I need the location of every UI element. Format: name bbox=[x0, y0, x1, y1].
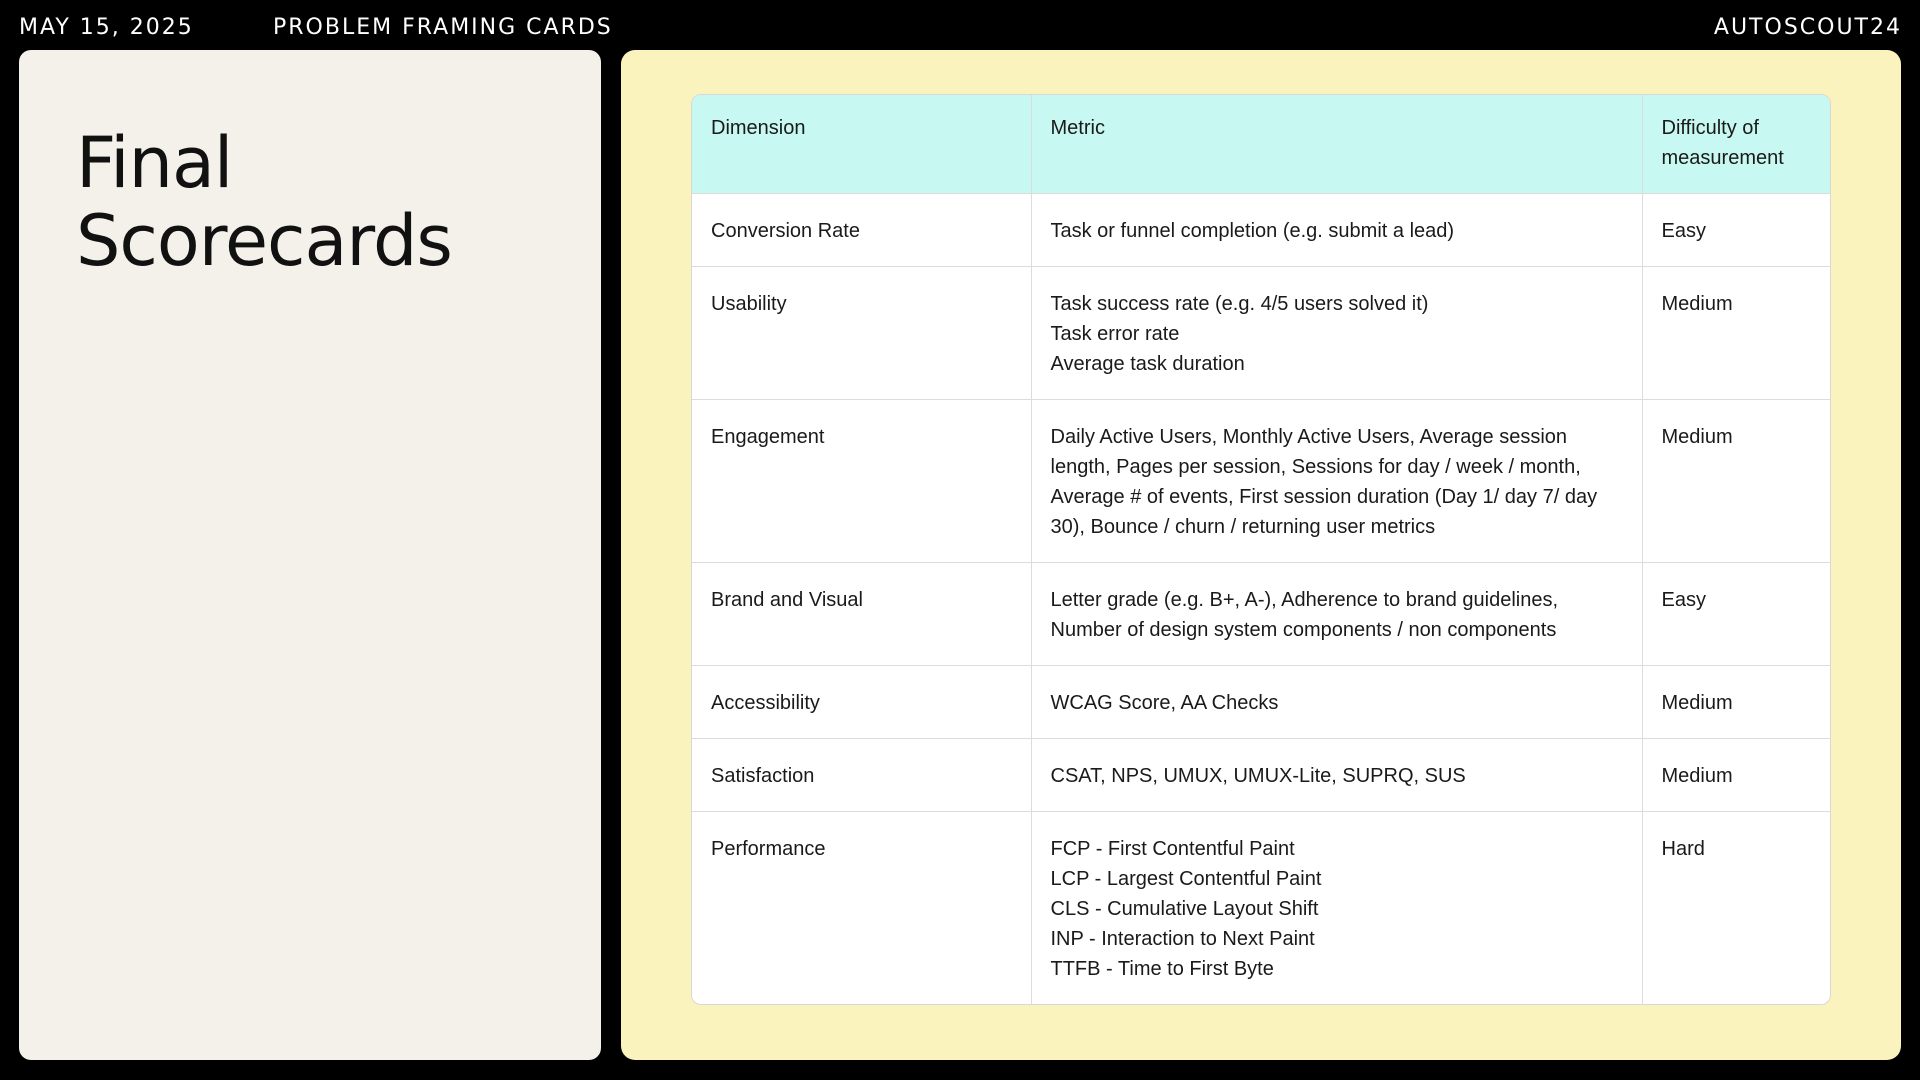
difficulty-cell: Medium bbox=[1642, 666, 1830, 739]
metric-line: LCP - Largest Contentful Paint bbox=[1050, 868, 1322, 890]
table-row bbox=[692, 194, 1830, 267]
dimension-cell: Usability bbox=[692, 267, 1031, 400]
table-header-row bbox=[692, 95, 1830, 194]
page-title bbox=[76, 124, 452, 280]
column-header-dimension: Dimension bbox=[692, 95, 1031, 194]
title-card bbox=[19, 50, 601, 1060]
metric-line: WCAG Score, AA Checks bbox=[1050, 692, 1279, 714]
metric-cell bbox=[1031, 267, 1642, 400]
metric-line: CLS - Cumulative Layout Shift bbox=[1050, 898, 1319, 920]
table-card bbox=[621, 50, 1901, 1060]
dimension-cell: Conversion Rate bbox=[692, 194, 1031, 267]
header-brand: AUTOSCOUT24 bbox=[1713, 15, 1902, 40]
metric-cell bbox=[1031, 400, 1642, 563]
top-bar bbox=[0, 0, 1920, 50]
metric-line: TTFB - Time to First Byte bbox=[1050, 958, 1274, 980]
difficulty-cell: Hard bbox=[1661, 838, 1705, 860]
scorecard-table bbox=[692, 95, 1830, 1004]
dimension-cell: Satisfaction bbox=[692, 739, 1031, 812]
difficulty-cell: Medium bbox=[1642, 400, 1830, 563]
column-header-difficulty: Difficulty of measurement bbox=[1642, 95, 1830, 194]
difficulty-cell: Medium bbox=[1642, 267, 1830, 400]
dimension-cell: Engagement bbox=[692, 400, 1031, 563]
dimension-cell: Performance bbox=[692, 812, 1031, 1005]
scorecard-table-container bbox=[691, 94, 1831, 1005]
metric-cell bbox=[1031, 563, 1642, 666]
table-row bbox=[692, 400, 1830, 563]
page-title-line-2: Scorecards bbox=[76, 200, 452, 282]
metric-cell bbox=[1031, 812, 1642, 1005]
metric-line: FCP - First Contentful Paint bbox=[1050, 838, 1295, 860]
table-row bbox=[692, 739, 1830, 812]
table-row bbox=[692, 267, 1830, 400]
metric-line: Task success rate (e.g. 4/5 users solved it) bbox=[1050, 293, 1429, 315]
column-header-metric: Metric bbox=[1031, 95, 1642, 194]
page-title-line-1: Final bbox=[76, 122, 233, 204]
difficulty-cell: Easy bbox=[1642, 563, 1830, 666]
dimension-cell: Accessibility bbox=[692, 666, 1031, 739]
difficulty-cell: Medium bbox=[1642, 739, 1830, 812]
table-row bbox=[692, 563, 1830, 666]
metric-line: CSAT, NPS, UMUX, UMUX-Lite, SUPRQ, SUS bbox=[1050, 765, 1466, 787]
table-row bbox=[692, 666, 1830, 739]
metric-line: Daily Active Users, Monthly Active Users, Average session length, Pages per session, Sessions for day / week / month, Average # of events, First session duration (Day 1/ day 7/ day 30), Bounce / churn / returning user metrics bbox=[1050, 426, 1598, 538]
metric-cell bbox=[1031, 739, 1642, 812]
difficulty-cell: Easy bbox=[1642, 194, 1830, 267]
metric-line: Letter grade (e.g. B+, A-), Adherence to brand guidelines, Number of design system components / non components bbox=[1050, 589, 1559, 641]
metric-cell bbox=[1031, 194, 1642, 267]
dimension-cell: Brand and Visual bbox=[692, 563, 1031, 666]
metric-line: Task error rate bbox=[1050, 323, 1180, 345]
metric-line: INP - Interaction to Next Paint bbox=[1050, 928, 1315, 950]
header-section-title: PROBLEM FRAMING CARDS bbox=[273, 15, 613, 40]
metric-line: Task or funnel completion (e.g. submit a lead) bbox=[1050, 220, 1455, 242]
table-row bbox=[692, 812, 1830, 1005]
header-date: MAY 15, 2025 bbox=[19, 15, 194, 40]
metric-cell bbox=[1031, 666, 1642, 739]
metric-line: Average task duration bbox=[1050, 353, 1245, 375]
